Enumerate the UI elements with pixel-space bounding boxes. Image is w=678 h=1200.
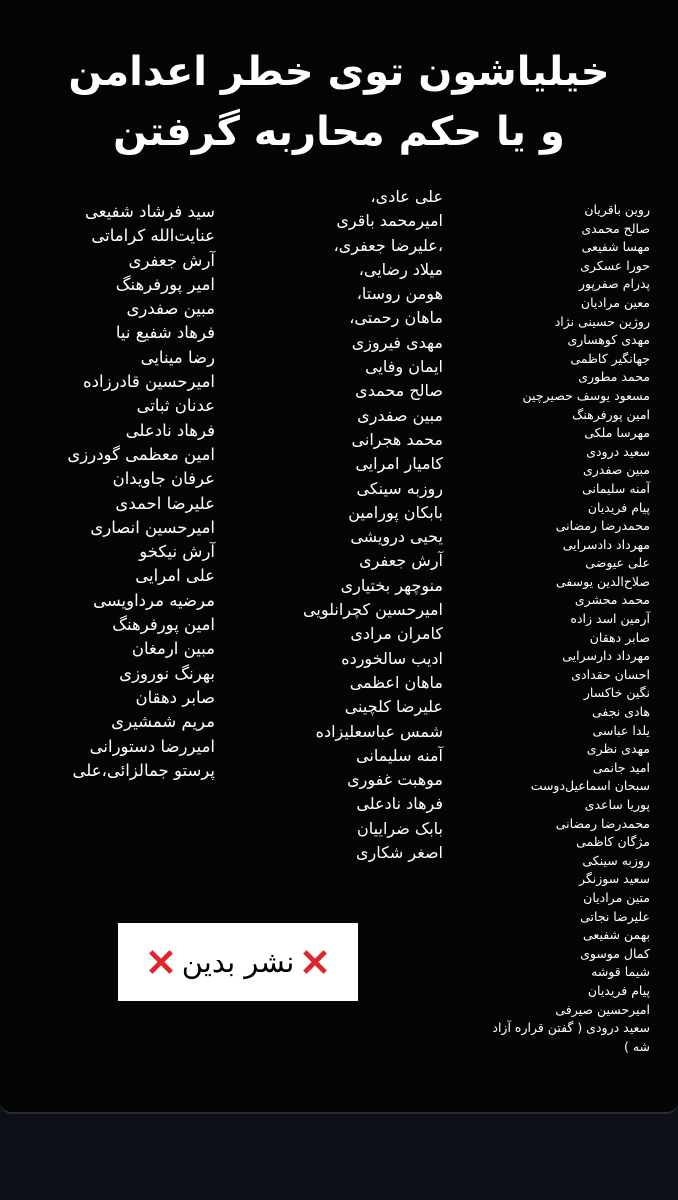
name-list-item: ادیب سالخورده <box>341 648 443 668</box>
name-list-item: هادی نجفی <box>591 704 650 720</box>
name-list-item: ماهان اعظمی <box>349 672 443 692</box>
name-list-item: سید فرشاد شفیعی <box>84 202 215 221</box>
name-list-item: ماهان رحمتی، <box>349 308 443 328</box>
name-list-item: مهدی کوهساری <box>567 332 650 348</box>
name-list-item: آرمین اسد زاده <box>570 611 650 627</box>
name-list-item: روزبه سینکی <box>582 852 650 868</box>
name-list-item: سعید درودی <box>586 443 650 459</box>
name-list-item: پدرام صفرپور <box>578 276 650 292</box>
name-list-item: محمدرضا رمضانی <box>555 518 650 534</box>
name-list-item: مسعود یوسف حصیرچین <box>522 387 650 403</box>
name-list-item: حورا عسکری <box>580 257 650 273</box>
name-list-item: آرش نیکخو <box>139 542 215 562</box>
name-list-item: آمنه سلیمانی <box>356 745 443 765</box>
name-list-item: بابکان پورامین <box>348 502 443 522</box>
name-list-item: آمنه سلیمانی <box>582 480 650 496</box>
name-list-item: آرش جعفری <box>359 551 443 571</box>
name-list-item: متین مرادیان <box>583 889 650 905</box>
names-column-right <box>420 201 650 1056</box>
name-list-item: بهمن شفیعی <box>583 927 650 943</box>
name-list-item: پیام فریدیان <box>587 982 650 998</box>
name-list-item: مبین صفدری <box>126 299 215 319</box>
name-list-item: علیرضا احمدی <box>115 493 215 513</box>
name-list-item: کامیار امرایی <box>355 454 443 474</box>
name-list-item: مهدی فیروزی <box>351 332 443 352</box>
name-list-item: سعید درودی ( گفتن قراره آزاد <box>492 1020 650 1036</box>
name-list-item: امیرحسین انصاری <box>90 517 215 537</box>
name-list-item: عدنان ثباتی <box>136 396 215 416</box>
name-list-item: پرستو جمالزائی،علی <box>72 760 215 780</box>
name-list-item: کمال موسوی <box>580 945 650 961</box>
name-list-item: اصغر شکاری <box>355 843 443 863</box>
name-list-item: روزبه سینکی <box>356 478 443 498</box>
name-list-item: مبین صفدری <box>582 462 650 478</box>
name-list-item: صالح محمدی <box>355 381 443 401</box>
name-list-item: عرفان جاویدان <box>112 469 215 489</box>
names-column-middle <box>233 185 443 865</box>
cross-mark-icon <box>298 945 332 979</box>
badge-label: نشر بدین <box>181 945 295 979</box>
name-list-item: محمد هجرانی <box>351 429 443 449</box>
name-list-item: رضا مینایی <box>140 347 215 367</box>
name-list-item: محمد مطوری <box>578 369 650 385</box>
names-column-left <box>0 200 215 783</box>
name-list-item: ایمان وفایی <box>365 357 443 377</box>
name-list-item: مرضیه مرداویسی <box>93 590 215 610</box>
name-list-item: جهانگیر کاظمی <box>570 350 650 366</box>
name-list-item: محمد محشری <box>574 592 650 608</box>
headline-line-2: و یا حکم محاربه گرفتن <box>113 109 565 155</box>
name-list-item: امین پورفرهنگ <box>572 406 650 422</box>
name-list-item: شمس عباسعلیزاده <box>315 721 443 741</box>
name-list-item: عنایت‌الله کراماتی <box>91 226 215 246</box>
name-list-item: فرهاد نادعلی <box>356 794 443 814</box>
name-list-item: کامران مرادی <box>350 624 443 644</box>
name-list-item: ،علیرضا جعفری، <box>333 235 443 255</box>
cross-mark-icon <box>144 945 178 979</box>
name-list-item: احسان حقدادی <box>571 666 650 682</box>
name-list-item: یحیی درویشی <box>350 527 443 547</box>
name-list-item: مهرداد دادسرایی <box>562 536 650 552</box>
name-list-item: امیرحسین کچرانلویی <box>303 600 443 620</box>
name-list-item: امیررضا دستورانی <box>89 736 215 756</box>
name-list-item: فرهاد نادعلی <box>125 420 215 440</box>
headline-line-1: خیلیاشون توی خطر اعدامن <box>68 49 610 95</box>
name-list-item: نگین خاکسار <box>583 685 650 701</box>
name-list-item: مهسا شفیعی <box>581 239 650 255</box>
name-list-item: علیرضا نجاتی <box>580 908 650 924</box>
name-list-item: مهرداد دارسرایی <box>562 648 650 664</box>
name-list-item: آرش جعفری <box>128 250 215 270</box>
name-list-item: علیرضا کلچینی <box>344 697 443 717</box>
name-list-item: مریم شمشیری <box>111 712 215 732</box>
name-list-item: یلدا عباسی <box>592 722 650 738</box>
name-list-item: امید جانمی <box>592 759 650 775</box>
name-list-item: علی عادی، <box>370 187 443 206</box>
name-list-item: امیرحسین صیرفی <box>555 1001 650 1017</box>
name-list-item: پوریا ساعدی <box>584 797 650 812</box>
name-list-item: روژین حسینی نژاد <box>554 313 650 329</box>
name-list-item: امین پورفرهنگ <box>112 615 215 635</box>
name-list-item: مبین ارمغان <box>131 639 215 659</box>
name-list-item: امیرحسین قادرزاده <box>83 372 215 392</box>
name-list-item: امین معظمی گودرزی <box>67 444 215 464</box>
name-list-item: علی امرایی <box>135 566 215 586</box>
name-list-item: صالح محمدی <box>581 220 650 236</box>
name-list-item: فرهاد شفیع نیا <box>115 323 215 343</box>
name-list-item: سعید سوزنگر <box>578 871 650 887</box>
name-list-item: میلاد رضایی، <box>358 259 443 279</box>
name-list-item: مهرسا ملکی <box>584 425 650 441</box>
name-list-item: مبین صفدری <box>357 405 443 425</box>
name-list-item: شیما قوشه <box>591 964 650 980</box>
name-list-item: بهرنگ نوروزی <box>119 663 215 683</box>
do-not-publish-badge <box>118 923 358 1001</box>
name-list-item: موهبت غفوری <box>347 770 443 790</box>
name-list-item: بابک ضراییان <box>357 818 443 838</box>
name-list-item: پیام فریدیان <box>587 499 650 515</box>
name-list-item: شه ) <box>623 1038 650 1054</box>
name-list-item: معین مرادیان <box>580 294 650 310</box>
name-list-item: روین باقریان <box>584 202 650 217</box>
name-list-item: هومن روستا، <box>356 284 443 304</box>
name-list-item: محمدرضا رمضانی <box>555 815 650 831</box>
name-list-item: علی عیوضی <box>585 555 650 571</box>
name-list-item: مژگان کاظمی <box>576 834 650 850</box>
name-list-item: امیرمحمد باقری <box>336 211 443 231</box>
name-list-item: صلاح‌الدین یوسفی <box>555 573 650 589</box>
name-list-item: سبحان اسماعیل‌دوست <box>530 778 650 794</box>
name-list-item: مهدی نظری <box>586 741 650 757</box>
name-list-item: امیر پورفرهنگ <box>115 274 215 294</box>
name-list-item: صابر دهقان <box>135 687 215 707</box>
name-list-item: منوچهر بختیاری <box>340 575 443 595</box>
name-list-item: صابر دهقان <box>589 629 650 645</box>
